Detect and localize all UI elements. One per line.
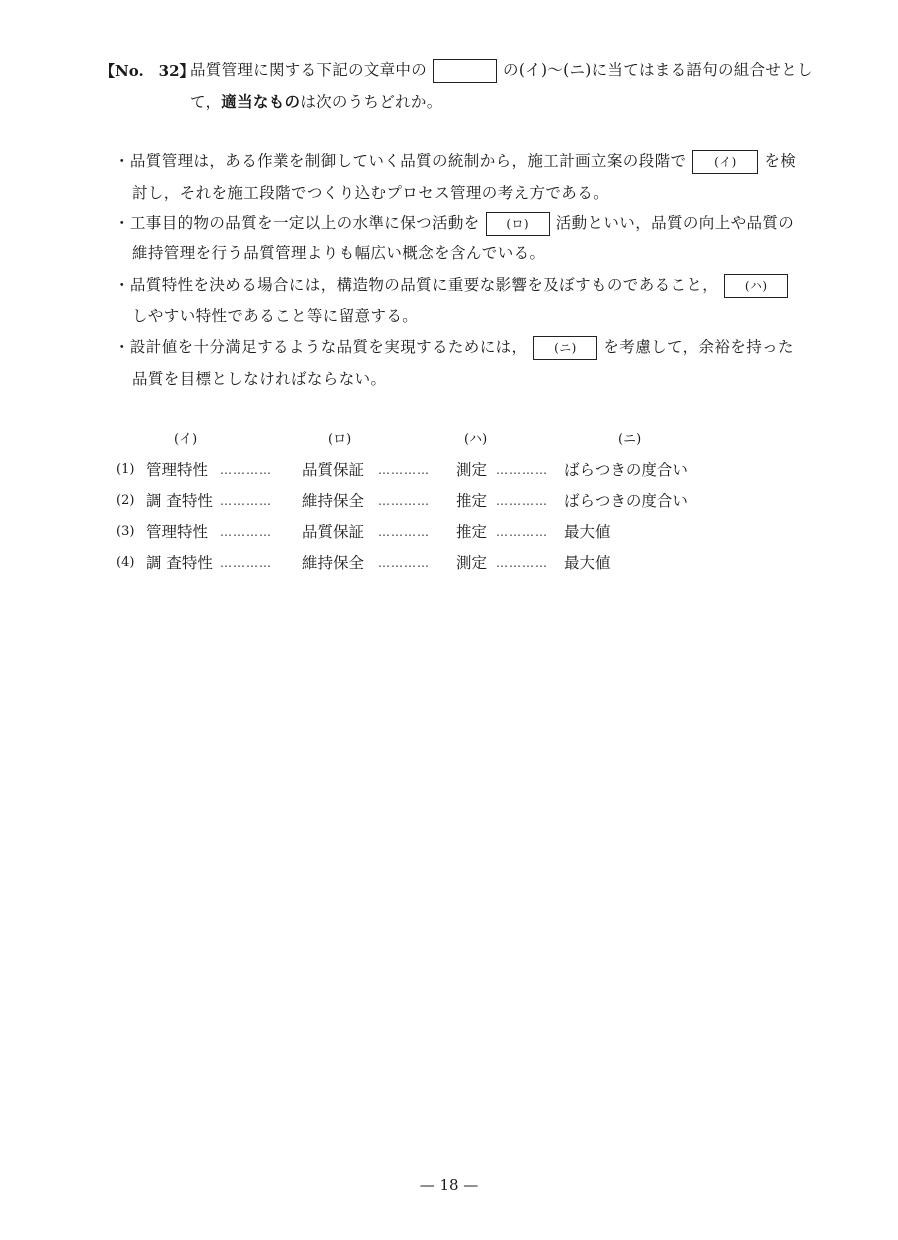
leader-dots: …………	[496, 494, 548, 508]
blank-ha: (ハ)	[724, 274, 788, 298]
statement-2-line-1	[114, 210, 794, 236]
statement-4-line-2: 品質を目標としなければならない。	[132, 370, 387, 388]
question-line2-prefix: て，	[190, 93, 222, 111]
question-line-1	[190, 56, 813, 84]
option-b: 維持保全	[302, 554, 365, 572]
leader-dots: …………	[496, 556, 548, 570]
leader-dots: …………	[378, 525, 430, 539]
blank-box	[433, 59, 497, 83]
option-c: 推定	[456, 492, 488, 510]
blank-ro: (ロ)	[486, 212, 550, 236]
leader-dots: …………	[496, 525, 548, 539]
statement-1-line-1	[114, 148, 796, 174]
option-d: 最大値	[564, 554, 611, 572]
question-emphasis: 適当なもの	[221, 92, 301, 111]
column-header-ha: (ハ)	[464, 432, 488, 447]
statement-4-text: ・設計値を十分満足するような品質を実現するためには，	[114, 338, 528, 356]
leader-dots: …………	[220, 556, 272, 570]
option-b: 品質保証	[302, 461, 365, 479]
option-number: (3)	[116, 524, 135, 539]
option-d: 最大値	[564, 523, 611, 541]
statement-1-text-after: を検	[764, 152, 797, 170]
option-number: (2)	[116, 493, 135, 508]
blank-i: (イ)	[692, 150, 758, 174]
option-c: 測定	[456, 461, 488, 479]
question-text-after-blank: の(イ)～(ニ)に当てはまる語句の組合せとし	[503, 61, 813, 79]
option-c: 推定	[456, 523, 488, 541]
blank-ni: (ニ)	[533, 336, 597, 360]
column-header-ro: (ロ)	[328, 432, 352, 447]
option-a: 管理特性	[146, 461, 209, 479]
statement-3-line-2: しやすい特性であること等に留意する。	[132, 307, 419, 325]
leader-dots: …………	[496, 463, 548, 477]
option-a: 調 査特性	[146, 554, 213, 572]
column-header-ni: (ニ)	[618, 432, 642, 447]
statement-3-line-1	[114, 272, 794, 298]
leader-dots: …………	[220, 463, 272, 477]
option-b: 維持保全	[302, 492, 365, 510]
question-number: 【No. 32】	[100, 62, 195, 80]
leader-dots: …………	[220, 525, 272, 539]
statement-2-text-after: 活動といい，品質の向上や品質の	[555, 214, 795, 232]
option-d: ばらつきの度合い	[564, 492, 688, 510]
statement-2-line-2: 維持管理を行う品質管理よりも幅広い概念を含んでいる。	[132, 244, 546, 262]
statement-2-text: ・工事目的物の品質を一定以上の水準に保つ活動を	[114, 214, 480, 232]
option-c: 測定	[456, 554, 488, 572]
question-text-before-blank: 品質管理に関する下記の文章中の	[190, 61, 428, 79]
option-a: 管理特性	[146, 523, 209, 541]
page-number: — 18 —	[419, 1176, 479, 1194]
leader-dots: …………	[220, 494, 272, 508]
question-line-2	[190, 88, 443, 116]
question-line2-suffix: は次のうちどれか。	[300, 93, 443, 111]
leader-dots: …………	[378, 463, 430, 477]
statement-1-line-2: 討し，それを施工段階でつくり込むプロセス管理の考え方である。	[132, 184, 610, 202]
option-a: 調 査特性	[146, 492, 213, 510]
statement-4-line-1	[114, 334, 794, 360]
statement-3-text: ・品質特性を決める場合には，構造物の品質に重要な影響を及ぼすものであること，	[114, 276, 719, 294]
option-number: (1)	[116, 462, 135, 477]
option-d: ばらつきの度合い	[564, 461, 688, 479]
statement-1-text: ・品質管理は，ある作業を制御していく品質の統制から，施工計画立案の段階で	[114, 152, 687, 170]
statement-4-text-after: を考慮して，余裕を持った	[603, 338, 794, 356]
leader-dots: …………	[378, 494, 430, 508]
option-b: 品質保証	[302, 523, 365, 541]
column-header-i: (イ)	[174, 432, 198, 447]
leader-dots: …………	[378, 556, 430, 570]
option-number: (4)	[116, 555, 135, 570]
